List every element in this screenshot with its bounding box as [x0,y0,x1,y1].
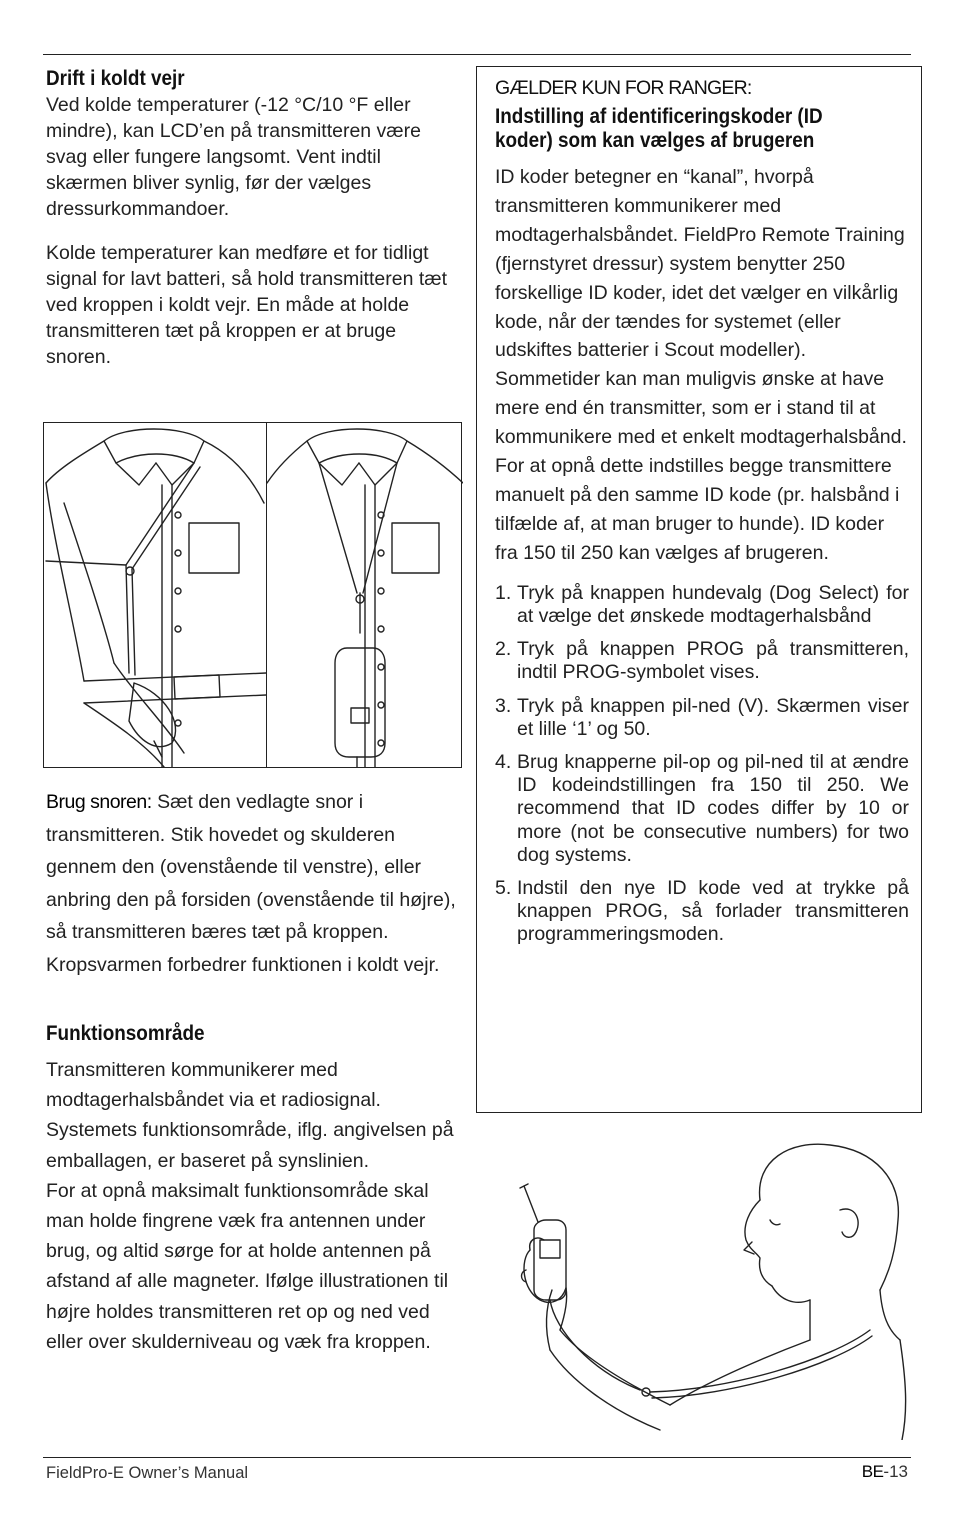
step-item [495,751,909,867]
step-number: 5. [495,876,512,899]
step-text: Brug knapperne pil-op og pil-ned til at ændre ID kodeindstillingen fra 150 til 250. We recommend that ID codes differ by 10 or more (not be consecutive numbers) for two dog systems. [517,750,909,866]
step-item [495,582,909,628]
cold-weather-section [46,66,458,370]
usage-text: Sæt den vedlagte snor i transmitteren. Stik hovedet og skulderen gennem den (ovenstående til venstre), eller anbring den på forsiden (ovenstående til højre), så transmitteren bæres tæt på kroppen. Kropsvarmen forbedrer funktionen i koldt vejr. [46,791,456,976]
range-paragraph-1: Transmitteren kommunikerer med modtagerhalsbåndet via et radiosignal. Systemets funktionsområde, iflg. angivelsen på emballagen, er baseret på synslinien. [46,1059,454,1172]
man-holding-transmitter-illustration [510,1140,910,1440]
bottom-rule [43,1457,911,1458]
step-number: 3. [495,694,512,717]
cold-weather-heading: Drift i koldt vejr [46,67,185,90]
range-paragraph-2: For at opnå maksimalt funktionsområde skal man holde fingrene væk fra antennen under brug, og altid sørge for at holde antennen på afstand af alle magneter. Ifølge illustrationen til højre holdes transmitteren ret op og ned ved eller over skulderniveau og væk fra kroppen. [46,1179,449,1353]
lanyard-over-shoulder-figure [44,423,266,767]
cold-weather-paragraph-1: Ved kolde temperaturer (-12 °C/10 °F eller mindre), kan LCD’en på transmitteren være svag eller fungere langsomt. Vent indtil skærmen bliver synlig, før der vælges dressurkommandoer. [46,94,421,220]
step-text: Tryk på knappen hundevalg (Dog Select) for at vælge det ønskede modtagerhalsbånd [517,581,909,627]
range-heading: Funktionsområde [46,1022,205,1045]
range-section [46,1021,458,1357]
step-list [495,582,909,947]
footer-manual-title: FieldPro-E Owner’s Manual [46,1464,249,1482]
ranger-id-code-box [476,66,922,1113]
step-number: 2. [495,638,512,661]
box-label: GÆLDER KUN FOR RANGER: [495,77,752,99]
usage-section [46,786,458,982]
step-item [495,638,909,684]
step-number: 4. [495,750,512,773]
step-number: 1. [495,581,512,604]
lanyard-front-figure [267,423,463,767]
footer-page-num: -13 [883,1462,908,1481]
footer-page-number [862,1462,908,1482]
cold-weather-paragraph-2: Kolde temperaturer kan medføre et for tidligt signal for lavt batteri, så hold transmitteren tæt ved kroppen i koldt vejr. En måde at holde transmitteren tæt på kroppen er at bruge snoren. [46,242,448,368]
box-body: ID koder betegner en “kanal”, hvorpå transmitteren kommunikerer med modtagerhalsbåndet. FieldPro Remote Training (fjernstyret dressur) system benytter 250 forskellige ID koder, idet det vælger en vilkårlig kode, når der tændes for systemet (eller udskiftes batterier i Scout modeller). Sommetider kan man muligvis ønske at have mere end én transmitter, som er i stand til at kommunikere med et enkelt modtagerhalsbånd. For at opnå dette indstilles begge transmittere manuelt på den samme ID kode (pr. halsbånd i tilfælde af, at man bruger to hunde). ID koder fra 150 til 250 kan vælges af brugeren. [495,166,907,564]
footer-page-code: BE [861,1462,884,1481]
top-rule [43,54,911,55]
step-item [495,877,909,947]
step-item [495,695,909,741]
usage-paragraph [46,786,458,982]
step-text: Tryk på knappen PROG på transmitteren, indtil PROG-symbolet vises. [517,638,909,684]
step-text: Indstil den nye ID kode ved at trykke på knappen PROG, så forlader transmitteren programmeringsmoden. [517,876,909,946]
usage-label: Brug snoren: [46,791,152,813]
lanyard-illustration [43,422,462,768]
step-text: Tryk på knappen pil-ned (V). Skærmen viser et lille ‘1’ og 50. [517,694,909,740]
box-title: Indstilling af identificeringskoder (ID koder) som kan vælges af brugeren [495,105,823,152]
